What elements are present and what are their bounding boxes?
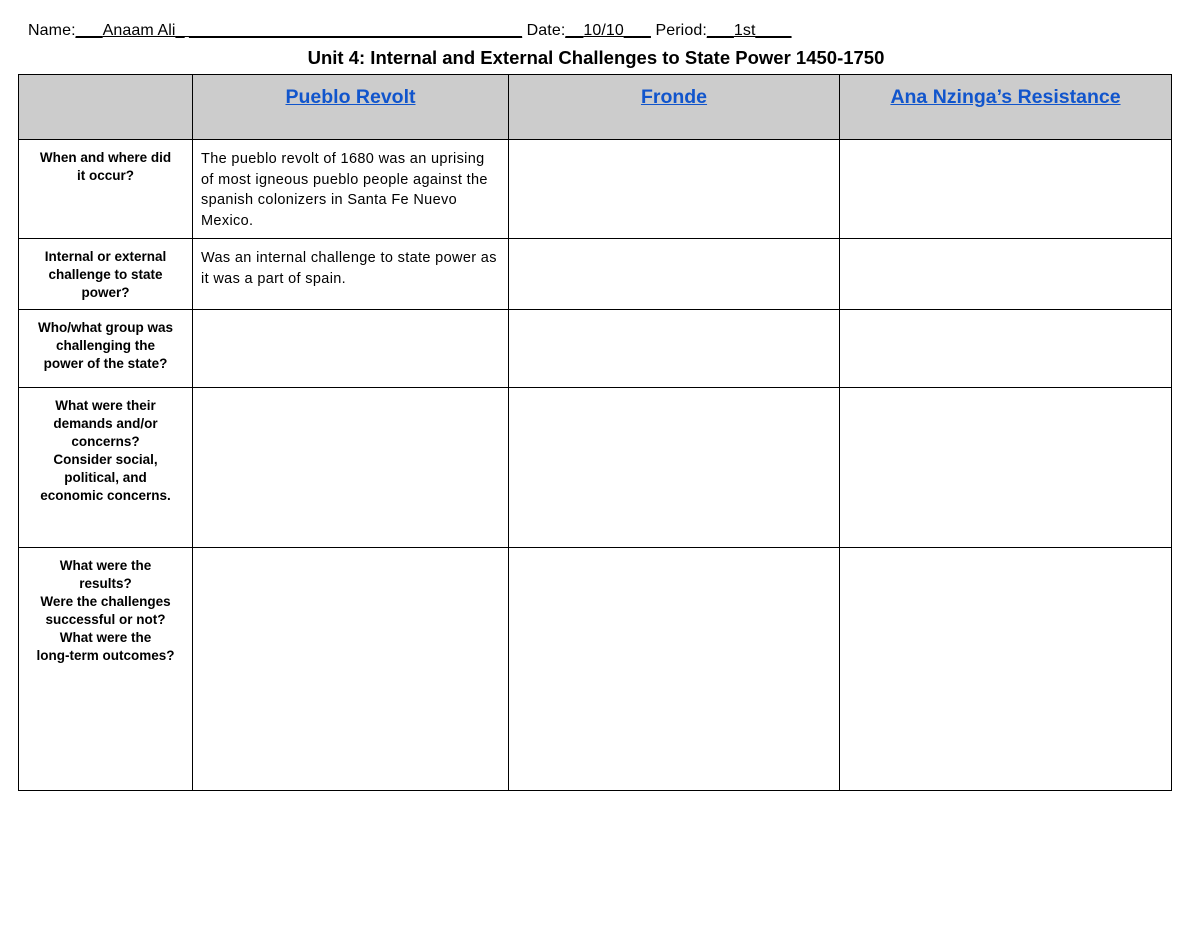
column-header-pueblo-revolt <box>193 75 509 140</box>
answer-cell[interactable] <box>840 548 1172 791</box>
row-label: What were their demands and/or concerns? Consider social, political, and economic concerns. <box>19 388 193 548</box>
date-label: Date: <box>526 22 566 39</box>
table-row <box>19 239 1172 310</box>
name-label: Name: <box>28 22 76 39</box>
page-title: Unit 4: Internal and External Challenges to State Power 1450-1750 <box>307 47 885 68</box>
fronde-link[interactable]: Fronde <box>640 86 708 108</box>
column-header-fronde <box>509 75 840 140</box>
answer-cell[interactable] <box>509 388 840 548</box>
answer-cell[interactable] <box>840 140 1172 239</box>
row-label: When and where did it occur? <box>19 140 193 239</box>
period-label: Period: <box>655 22 707 39</box>
row-label: Internal or external challenge to state power? <box>19 239 193 310</box>
name-value: Anaam Ali <box>102 22 176 39</box>
answer-cell[interactable]: The pueblo revolt of 1680 was an uprising of most igneous pueblo people against the spanish colonizers in Santa Fe Nuevo Mexico. <box>193 140 509 239</box>
pueblo-revolt-link[interactable]: Pueblo Revolt <box>285 86 416 108</box>
table-row <box>19 140 1172 239</box>
table-row <box>19 388 1172 548</box>
answer-cell[interactable] <box>840 239 1172 310</box>
answer-cell[interactable] <box>193 388 509 548</box>
answer-cell[interactable] <box>840 388 1172 548</box>
header-line <box>28 22 792 40</box>
row-label: What were the results? Were the challenges successful or not? What were the long-term outcomes? <box>19 548 193 791</box>
name-field[interactable]: ___Anaam Ali_ _____________________________________ <box>75 22 523 39</box>
row-label: Who/what group was challenging the power of the state? <box>19 310 193 388</box>
answer-cell[interactable] <box>840 310 1172 388</box>
answer-cell[interactable] <box>509 239 840 310</box>
table-header-row <box>19 75 1172 140</box>
answer-cell[interactable] <box>193 310 509 388</box>
answer-cell[interactable] <box>509 310 840 388</box>
table-row <box>19 548 1172 791</box>
ana-nzinga-link[interactable]: Ana Nzinga’s Resistance <box>890 86 1121 108</box>
answer-cell[interactable] <box>193 548 509 791</box>
date-field[interactable]: __10/10___ <box>565 22 651 39</box>
header-corner-cell <box>19 75 193 140</box>
answer-cell[interactable] <box>509 140 840 239</box>
date-value: 10/10 <box>583 22 624 39</box>
period-value: 1st <box>733 22 756 39</box>
period-field[interactable]: ___1st____ <box>706 22 792 39</box>
answer-cell[interactable]: Was an internal challenge to state power as it was a part of spain. <box>193 239 509 310</box>
answer-cell[interactable] <box>509 548 840 791</box>
table-row <box>19 310 1172 388</box>
comparison-table <box>18 74 1172 791</box>
column-header-ana-nzinga <box>840 75 1172 140</box>
